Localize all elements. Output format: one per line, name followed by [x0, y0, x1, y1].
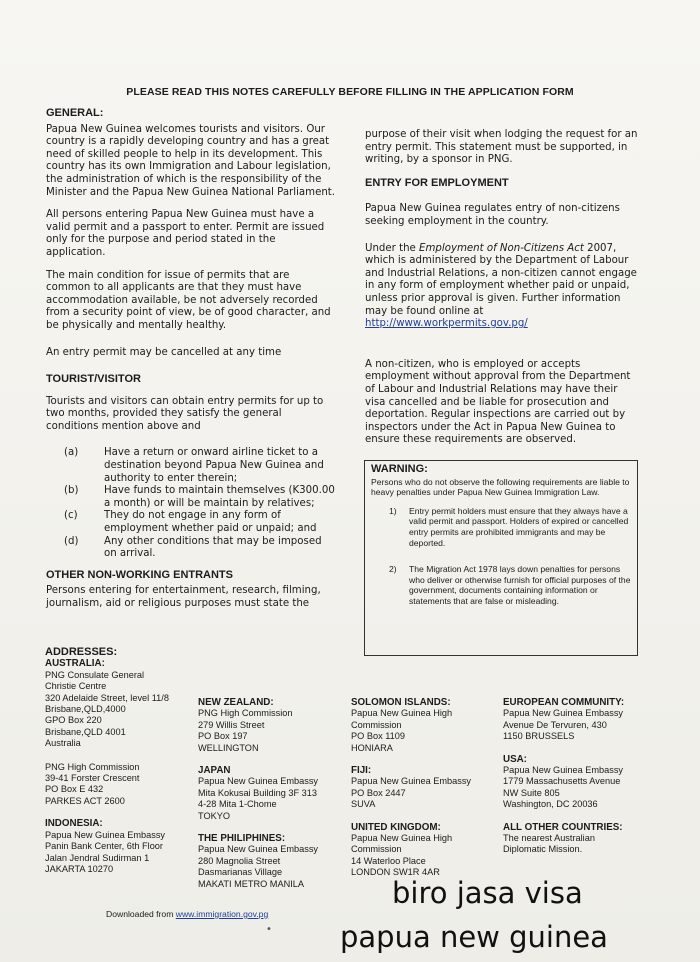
other-countries-heading: ALL OTHER COUNTRIES: [503, 821, 623, 833]
japan-heading: JAPAN [198, 765, 231, 777]
list-marker: (a) [64, 447, 79, 459]
australia-address-2: PNG High Commission 39-41 Forster Crescent PO Box E 432 PARKES ACT 2600 [45, 761, 140, 806]
japan-address: Papua New Guinea Embassy Mita Kokusai Building 3F 313 4-28 Mita 1-Chome TOKYO [198, 776, 319, 821]
act-body: 2007, which is administered by the Department of Labour and Industrial Relations, a non-citizen cannot engage in any form of employment whether paid or unpaid, unless prior approval is given. Further information may be found online at [365, 242, 637, 317]
general-paragraph-1: Papua New Guinea welcomes tourists and visitors. Our country is a rapidly developing country and has a great need of skilled people to help in its development. This country has its own Immigration and Labour legislation, the administration of which is the responsibility of the Minister and the Papua New Guinea National Parliament. [46, 123, 336, 198]
eu-address: Papua New Guinea Embassy Avenue De Tervuren, 430 1150 BRUSSELS [503, 708, 624, 742]
new-zealand-heading: NEW ZEALAND: [198, 697, 274, 708]
purpose-paragraph: purpose of their visit when lodging the request for an entry permit. This statement must be supported, in writing, by a sponsor in PNG. [365, 129, 638, 166]
warning-item [389, 564, 631, 606]
employment-paragraph-2 [365, 243, 641, 331]
warning-item-text: The Migration Act 1978 lays down penalties for persons who deliver or otherwise furnish for official purposes of the government, documents containing information or statements that are false or misleading. [409, 564, 631, 606]
list-item [46, 485, 336, 510]
australia-heading: AUSTRALIA: [45, 658, 105, 670]
solomon-address: Papua New Guinea High Commission PO Box 1109 HONIARA [351, 708, 453, 753]
general-paragraph-3: The main condition for issue of permits that are common to all applicants are that they must have accommodation available, be not adversely recorded from a security point of view, be of good character, and be physically and mentally healthy. [46, 269, 331, 331]
tourist-paragraph: Tourists and visitors can obtain entry permits for up to two months, provided they satisfy the general conditions mention above and [46, 395, 324, 432]
non-working-heading: OTHER NON-WORKING ENTRANTS [46, 568, 233, 581]
address-column-2 [198, 697, 318, 890]
uk-address: Papua New Guinea High Commission 14 Waterloo Place LONDON SW1R 4AR [351, 833, 453, 878]
warning-intro: Persons who do not observe the following requirements are liable to heavy penalties under Papua New Guinea Immigration Law. [371, 476, 630, 498]
list-text: They do not engage in any form of employment whether paid or unpaid; and [104, 510, 317, 535]
act-name: Employment of Non-Citizens Act [419, 242, 584, 254]
fiji-heading: FIJI: [351, 765, 372, 777]
eu-heading: EUROPEAN COMMUNITY: [503, 697, 625, 708]
address-column-3 [351, 697, 471, 879]
list-marker: (c) [64, 510, 78, 522]
employment-heading: ENTRY FOR EMPLOYMENT [365, 176, 509, 189]
list-item [46, 536, 336, 561]
general-paragraph-2: All persons entering Papua New Guinea must have a valid permit and a passport to enter. Permit are issued only for the purpose and period stated in the application. [46, 209, 325, 258]
scan-mark-icon: • [266, 924, 272, 935]
list-marker: (b) [64, 485, 79, 497]
warning-item-text: Entry permit holders must ensure that they always have a valid permit and passport. Holders of expired or cancelled entry permits are prohibited immigrants and may be deported. [409, 505, 629, 548]
list-marker: (d) [64, 535, 79, 547]
philippines-heading: THE PHILIPHINES: [198, 833, 286, 845]
workpermits-link[interactable]: http://www.workpermits.gov.pg/ [365, 318, 528, 330]
list-text: Have funds to maintain themselves (K300.00 a month) or will be maintain by relatives; [104, 485, 335, 509]
indonesia-address: Papua New Guinea Embassy Panin Bank Center, 6th Floor Jalan Jendral Sudirman 1 JAKARTA 10270 [45, 829, 166, 874]
list-text: Have a return or onward airline ticket to a destination beyond Papua New Guinea and authority to enter therein; [104, 447, 324, 484]
immigration-link[interactable]: www.immigration.gov.pg [175, 909, 269, 919]
warning-box [364, 460, 638, 656]
list-item [46, 447, 336, 485]
usa-address: Papua New Guinea Embassy 1779 Massachusetts Avenue NW Suite 805 Washington, DC 20036 [503, 765, 624, 810]
fiji-address: Papua New Guinea Embassy PO Box 2447 SUVA [351, 776, 472, 810]
watermark-line-1: biro jasa visa [392, 876, 583, 910]
list-text: Any other conditions that may be imposed on arrival. [104, 535, 322, 560]
warning-item-number: 2) [389, 564, 397, 575]
tourist-heading: TOURIST/VISITOR [46, 373, 141, 386]
footer-prefix: Downloaded from [106, 909, 176, 919]
employment-paragraph-1: Papua New Guinea regulates entry of non-citizens seeking employment in the country. [365, 203, 620, 227]
solomon-heading: SOLOMON ISLANDS: [351, 697, 451, 708]
warning-heading: WARNING: [371, 463, 428, 475]
list-item [46, 510, 336, 535]
cancel-note: An entry permit may be cancelled at any time [46, 346, 282, 358]
addresses-heading: ADDRESSES: [45, 646, 118, 658]
philippines-address: Papua New Guinea Embassy 280 Magnolia Street Dasmarianas Village MAKATI METRO MANILA [198, 844, 319, 889]
employment-paragraph-3: A non-citizen, who is employed or accepts employment without approval from the Department of Labour and Industrial Relations may have their visa cancelled and be liable for prosecution and deportation. Regular inspections are carried out by inspectors under the Act in Papua New Guinea to ensure these requirements are observed. [365, 358, 631, 446]
act-intro: Under the [365, 242, 420, 254]
general-heading: GENERAL: [46, 107, 104, 119]
non-working-paragraph: Persons entering for entertainment, research, filming, journalism, aid or religious purposes must state the [46, 585, 321, 609]
australia-address-1: PNG Consulate General Christie Centre 320 Adelaide Street, level 11/8 Brisbane,QLD,4000 GPO Box 220 Brisbane,QLD 4001 Australia [45, 669, 169, 749]
warning-item-number: 1) [389, 505, 397, 516]
other-countries-address: The nearest Australian Diplomatic Mission. [503, 833, 595, 855]
page-title: PLEASE READ THIS NOTES CAREFULLY BEFORE FILLING IN THE APPLICATION FORM [126, 86, 574, 98]
download-footer [106, 909, 268, 919]
new-zealand-address: PNG High Commission 279 Willis Street PO Box 197 WELLINGTON [198, 708, 293, 753]
left-column [46, 107, 336, 621]
watermark-line-2: papua new guinea [340, 920, 608, 954]
indonesia-heading: INDONESIA: [45, 818, 103, 830]
right-column [365, 129, 641, 457]
uk-heading: UNITED KINGDOM: [351, 821, 441, 833]
address-column-4 [503, 697, 624, 856]
addresses-heading-block [45, 647, 169, 875]
tourist-conditions-list [46, 447, 336, 560]
usa-heading: USA: [503, 753, 527, 765]
warning-item [389, 506, 631, 548]
